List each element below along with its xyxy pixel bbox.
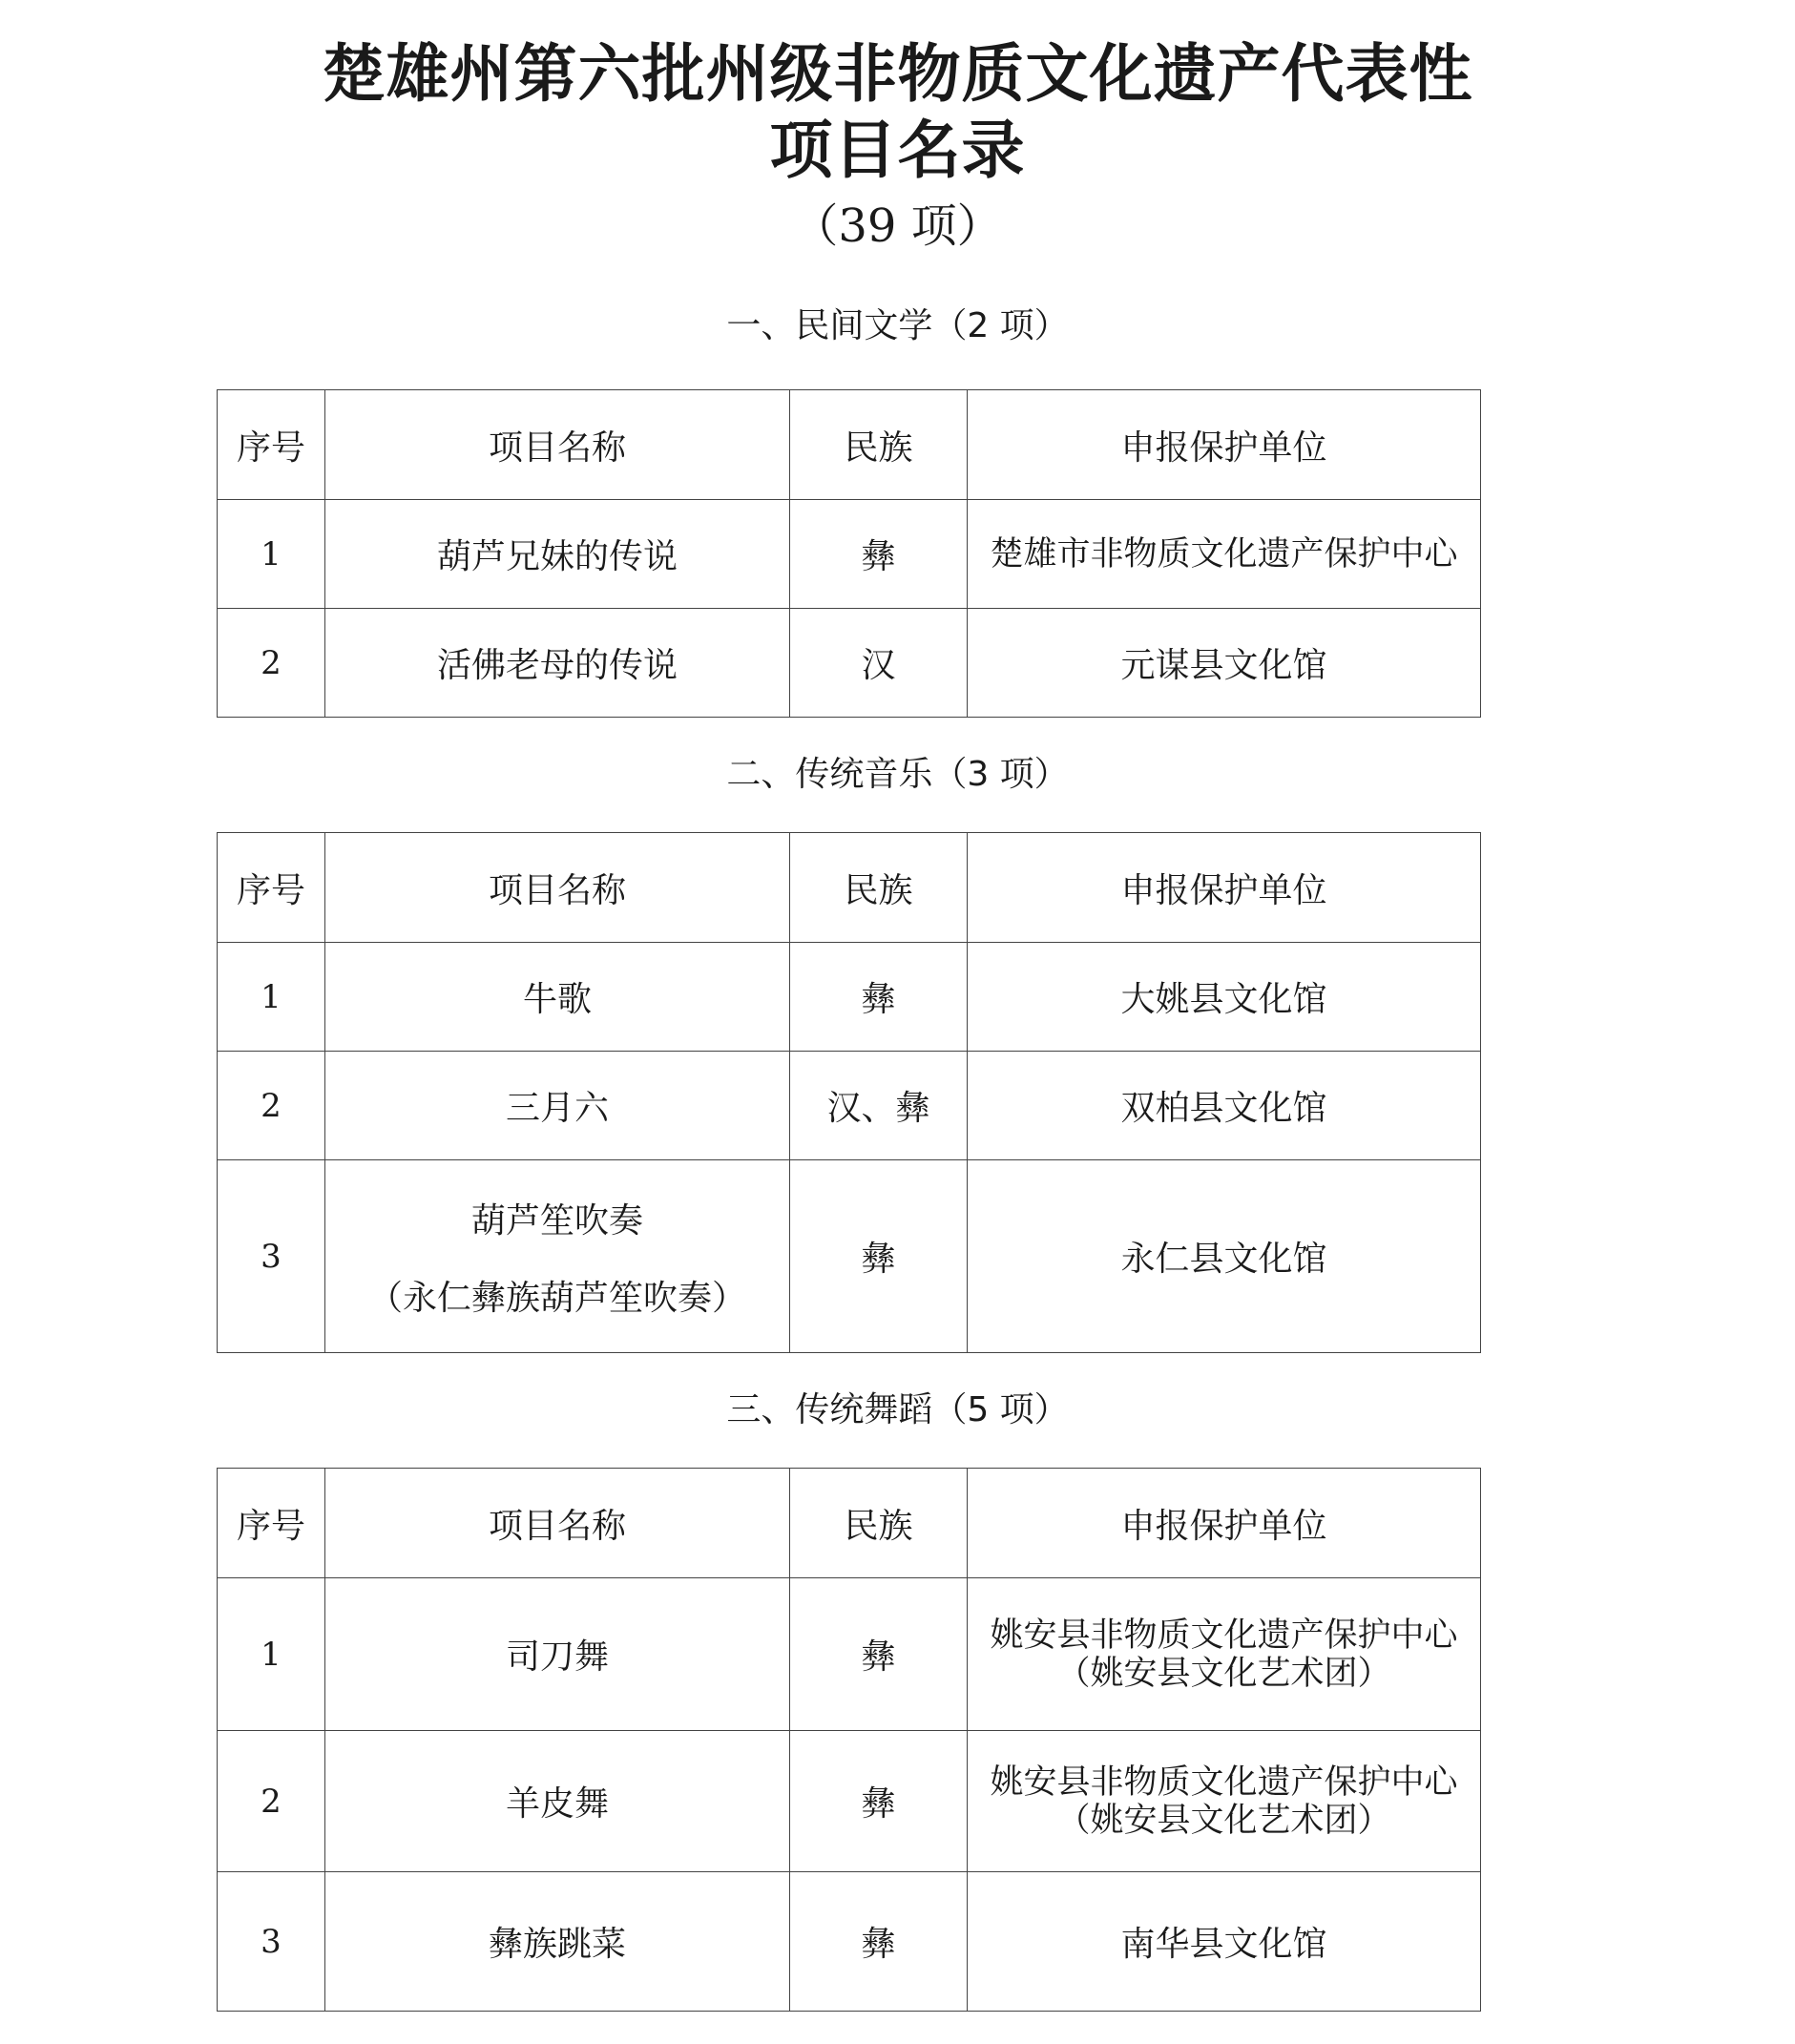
header-ethnicity: 民族 [790, 1469, 968, 1578]
cell-ethnicity: 彝 [790, 943, 968, 1052]
cell-index: 2 [218, 1052, 325, 1160]
total-count: （39 项） [792, 199, 1003, 253]
table-row [218, 609, 1481, 718]
table-row [218, 943, 1481, 1052]
cell-unit: 永仁县文化馆 [968, 1160, 1481, 1353]
header-index: 序号 [218, 833, 325, 943]
cell-unit: 姚安县非物质文化遗产保护中心（姚安县文化艺术团） [968, 1731, 1481, 1872]
cell-project-name [325, 1160, 790, 1353]
header-ethnicity: 民族 [790, 833, 968, 943]
header-project-name: 项目名称 [325, 390, 790, 500]
cell-project-name: 司刀舞 [325, 1578, 790, 1731]
cell-index: 1 [218, 500, 325, 609]
table-folk-literature [217, 389, 1481, 718]
table-traditional-dance [217, 1468, 1481, 2012]
cell-unit: 南华县文化馆 [968, 1872, 1481, 2012]
cell-unit: 双柏县文化馆 [968, 1052, 1481, 1160]
section-heading-traditional-dance: 三、传统舞蹈（5 项） [726, 1390, 1069, 1429]
table-row [218, 1160, 1481, 1353]
cell-index: 1 [218, 1578, 325, 1731]
cell-ethnicity: 彝 [790, 1160, 968, 1353]
cell-index: 3 [218, 1160, 325, 1353]
header-unit: 申报保护单位 [968, 833, 1481, 943]
document-title-line2: 项目名录 [769, 114, 1026, 187]
cell-ethnicity: 彝 [790, 1731, 968, 1872]
cell-unit: 姚安县非物质文化遗产保护中心（姚安县文化艺术团） [968, 1578, 1481, 1731]
section-heading-traditional-music: 二、传统音乐（3 项） [726, 755, 1069, 794]
cell-index: 3 [218, 1872, 325, 2012]
table-row [218, 1578, 1481, 1731]
table-row [218, 1052, 1481, 1160]
cell-project-name: 彝族跳菜 [325, 1872, 790, 2012]
cell-project-name: 活佛老母的传说 [325, 609, 790, 718]
header-unit: 申报保护单位 [968, 1469, 1481, 1578]
cell-project-name: 葫芦兄妹的传说 [325, 500, 790, 609]
project-name-sub: （永仁彝族葫芦笙吹奏） [367, 1278, 746, 1318]
cell-ethnicity: 汉、彝 [790, 1052, 968, 1160]
header-project-name: 项目名称 [325, 833, 790, 943]
section-heading-folk-literature: 一、民间文学（2 项） [726, 306, 1069, 345]
header-index: 序号 [218, 1469, 325, 1578]
cell-ethnicity: 汉 [790, 609, 968, 718]
table-row [218, 1731, 1481, 1872]
header-unit: 申报保护单位 [968, 390, 1481, 500]
cell-project-name: 羊皮舞 [325, 1731, 790, 1872]
header-project-name: 项目名称 [325, 1469, 790, 1578]
header-index: 序号 [218, 390, 325, 500]
table-row [218, 500, 1481, 609]
document-title-line1: 楚雄州第六批州级非物质文化遗产代表性 [322, 37, 1473, 111]
cell-unit: 元谋县文化馆 [968, 609, 1481, 718]
cell-unit: 大姚县文化馆 [968, 943, 1481, 1052]
cell-unit: 楚雄市非物质文化遗产保护中心 [968, 500, 1481, 609]
project-name-main: 葫芦笙吹奏 [470, 1200, 643, 1241]
cell-project-name: 牛歌 [325, 943, 790, 1052]
table-header-row [218, 833, 1481, 943]
header-ethnicity: 民族 [790, 390, 968, 500]
cell-project-name: 三月六 [325, 1052, 790, 1160]
table-header-row [218, 390, 1481, 500]
cell-index: 2 [218, 609, 325, 718]
cell-index: 2 [218, 1731, 325, 1872]
cell-index: 1 [218, 943, 325, 1052]
cell-ethnicity: 彝 [790, 500, 968, 609]
table-row [218, 1872, 1481, 2012]
table-header-row [218, 1469, 1481, 1578]
table-traditional-music [217, 832, 1481, 1353]
cell-ethnicity: 彝 [790, 1872, 968, 2012]
cell-ethnicity: 彝 [790, 1578, 968, 1731]
